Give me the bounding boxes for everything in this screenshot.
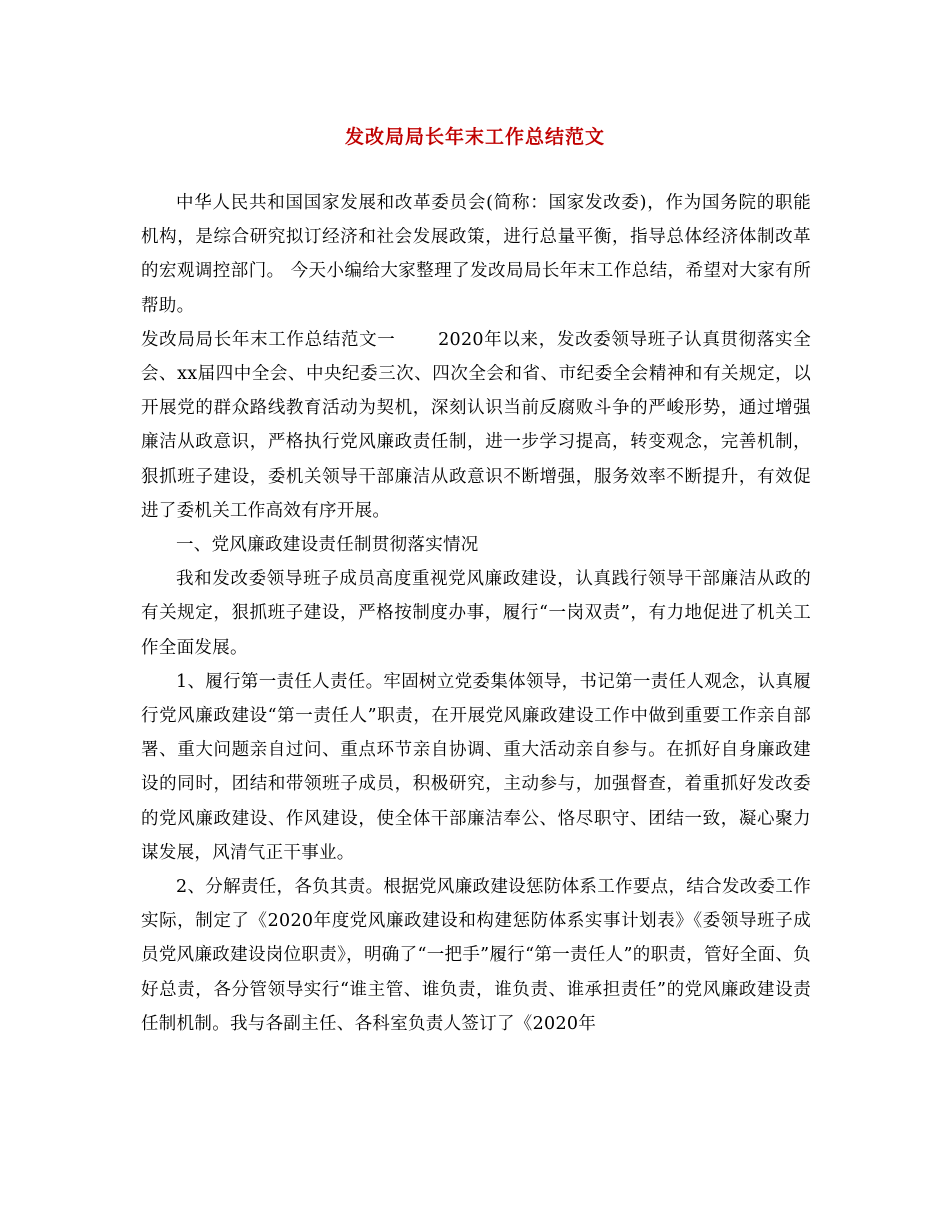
paragraph-intro: 中华人民共和国国家发展和改革委员会(简称：国家发改委)，作为国务院的职能机构，是综合研究拟订经济和社会发展政策，进行总量平衡，指导总体经济体制改革的宏观调控部门。 今天小编给大家整理了发改局局长年末工作总结，希望对大家有所帮助。 (141, 193, 811, 316)
paragraph-summary-one: 发改局局长年末工作总结范文一 2020年以来，发改委领导班子认真贯彻落实全会、xx届四中全会、中央纪委三次、四次全会和省、市纪委全会精神和有关规定，以开展党的群众路线教育活动为契机，深刻认识当前反腐败斗争的严峻形势，通过增强廉洁从政意识，严格执行党风廉政责任制，进一步学习提高，转变观念，完善机制，狠抓班子建设，委机关领导干部廉洁从政意识不断增强，服务效率不断提升，有效促进了委机关工作高效有序开展。 (141, 329, 811, 521)
document-body (141, 186, 811, 1041)
document-title: 发改局局长年末工作总结范文 (344, 126, 605, 148)
paragraph-item-two: 2、分解责任，各负其责。根据党风廉政建设惩防体系工作要点，结合发改委工作实际，制定了《2020年度党风廉政建设和构建惩防体系实事计划表》《委领导班子成员党风廉政建设岗位职责》，明确了“一把手”履行“第一责任人”的职责，管好全面、负好总责，各分管领导实行“谁主管、谁负责，谁负责、谁承担责任”的党风廉政建设责任制机制。我与各副主任、各科室负责人签订了《2020年 (141, 877, 811, 1034)
paragraph-item-one: 1、履行第一责任人责任。牢固树立党委集体领导，书记第一责任人观念，认真履行党风廉政建设“第一责任人”职责，在开展党风廉政建设工作中做到重要工作亲自部署、重大问题亲自过问、重点环节亲自协调、重大活动亲自参与。在抓好自身廉政建设的同时，团结和带领班子成员，积极研究，主动参与，加强督查，着重抓好发改委的党风廉政建设、作风建设，使全体干部廉洁奉公、恪尽职守、团结一致，凝心聚力谋发展，风清气正干事业。 (141, 671, 811, 863)
section-heading-one: 一、党风廉政建设责任制贯彻落实情况 (176, 535, 479, 556)
paragraph-section-one: 我和发改委领导班子成员高度重视党风廉政建设，认真践行领导干部廉洁从政的有关规定，狠抓班子建设，严格按制度办事，履行“一岗双责”，有力地促进了机关工作全面发展。 (141, 569, 811, 658)
